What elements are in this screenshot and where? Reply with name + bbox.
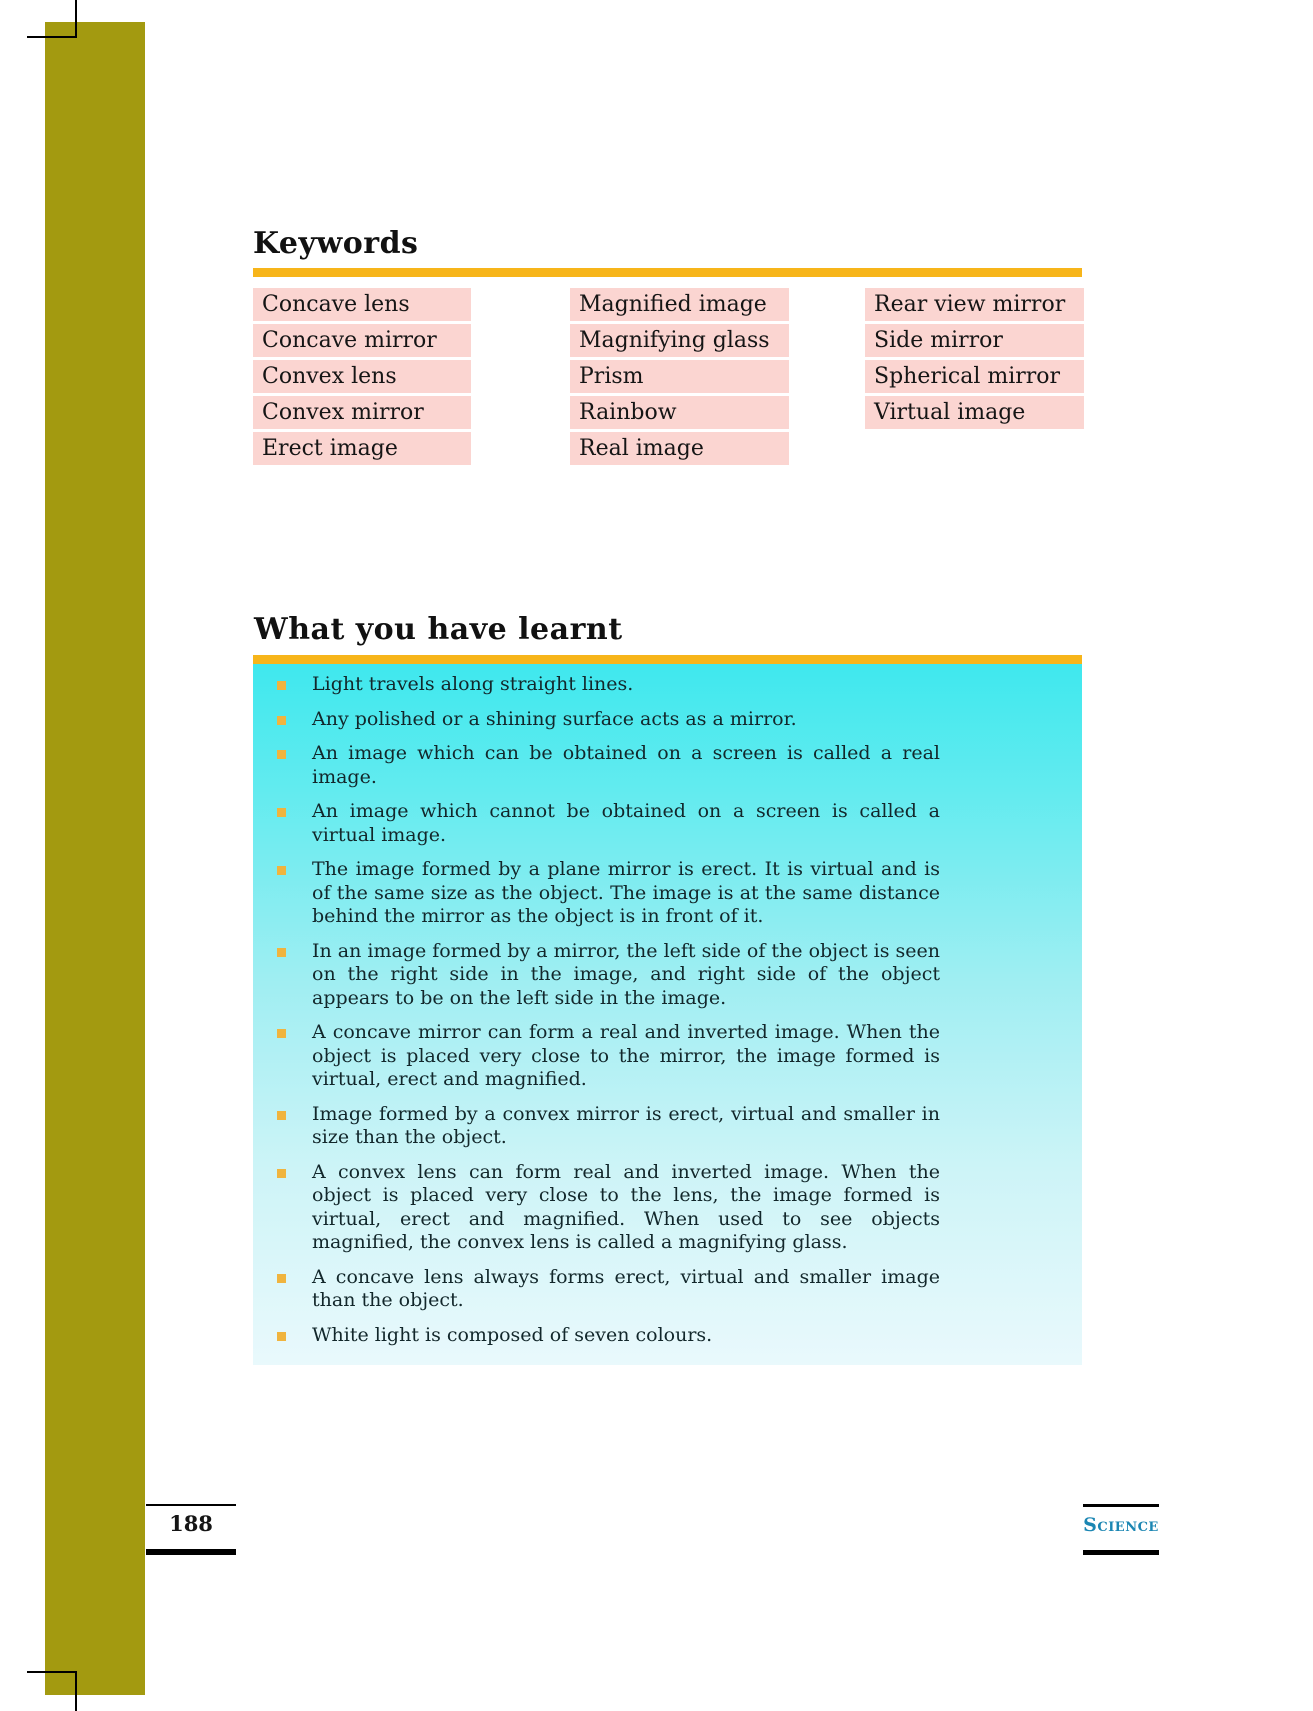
bullet-square-icon bbox=[277, 866, 286, 875]
crop-mark-bottom-left-vertical bbox=[75, 1671, 77, 1711]
left-margin-bar bbox=[45, 22, 145, 1695]
bullet-square-icon bbox=[277, 681, 286, 690]
summary-point bbox=[277, 708, 940, 732]
keyword-item: Convex lens bbox=[253, 360, 471, 393]
keywords-section-title: Keywords bbox=[253, 226, 419, 261]
crop-mark-top-left-vertical bbox=[75, 0, 77, 38]
keyword-item: Magnifying glass bbox=[570, 324, 789, 357]
bullet-square-icon bbox=[277, 1332, 286, 1341]
keywords-column-2 bbox=[570, 288, 789, 468]
keyword-item: Concave mirror bbox=[253, 324, 471, 357]
bullet-square-icon bbox=[277, 1169, 286, 1178]
keyword-item: Side mirror bbox=[865, 324, 1084, 357]
summary-point bbox=[277, 1324, 940, 1348]
summary-point bbox=[277, 1103, 940, 1150]
summary-point-text: In an image formed by a mirror, the left side of the object is seen on the right side in the image, and right side of the object appears to be on the left side in the image. bbox=[312, 939, 940, 1009]
summary-point-text: An image which cannot be obtained on a screen is called a virtual image. bbox=[312, 800, 940, 846]
keyword-item: Concave lens bbox=[253, 288, 471, 321]
summary-point-text: An image which can be obtained on a screen is called a real image. bbox=[312, 742, 940, 788]
summary-point-text: A concave lens always forms erect, virtual and smaller image than the object. bbox=[312, 1265, 940, 1311]
footer-right-top-rule bbox=[1083, 1504, 1159, 1507]
keyword-item: Erect image bbox=[253, 432, 471, 465]
keywords-column-3 bbox=[865, 288, 1084, 432]
summary-point bbox=[277, 858, 940, 929]
bullet-square-icon bbox=[277, 1274, 286, 1283]
keyword-item: Prism bbox=[570, 360, 789, 393]
book-title: Science bbox=[1083, 1514, 1159, 1536]
summary-section-title: What you have learnt bbox=[254, 612, 623, 647]
summary-point bbox=[277, 1161, 940, 1255]
bullet-square-icon bbox=[277, 948, 286, 957]
page-number: 188 bbox=[169, 1511, 213, 1536]
summary-point-text: White light is composed of seven colours. bbox=[312, 1323, 713, 1346]
footer-left-bottom-rule bbox=[146, 1549, 236, 1555]
keyword-item: Convex mirror bbox=[253, 396, 471, 429]
keyword-item: Real image bbox=[570, 432, 789, 465]
keyword-item: Virtual image bbox=[865, 396, 1084, 429]
bullet-square-icon bbox=[277, 750, 286, 759]
keyword-item: Rainbow bbox=[570, 396, 789, 429]
summary-point bbox=[277, 940, 940, 1011]
keyword-item: Magnified image bbox=[570, 288, 789, 321]
summary-point bbox=[277, 1266, 940, 1313]
summary-point-text: Any polished or a shining surface acts as a mirror. bbox=[312, 707, 797, 730]
summary-point-text: A concave mirror can form a real and inverted image. When the object is placed very close to the mirror, the image formed is virtual, erect and magnified. bbox=[312, 1021, 940, 1090]
summary-point-text: Light travels along straight lines. bbox=[312, 673, 634, 695]
crop-mark-top-left-horizontal bbox=[27, 36, 77, 38]
keyword-item: Spherical mirror bbox=[865, 360, 1084, 393]
bullet-square-icon bbox=[277, 808, 286, 817]
summary-point bbox=[277, 742, 940, 789]
footer-left-top-rule bbox=[146, 1504, 236, 1506]
bullet-square-icon bbox=[277, 1029, 286, 1038]
bullet-square-icon bbox=[277, 1111, 286, 1120]
summary-box bbox=[253, 664, 1082, 1365]
keyword-item: Rear view mirror bbox=[865, 288, 1084, 321]
keywords-heading-rule bbox=[253, 268, 1082, 277]
summary-heading-rule bbox=[253, 655, 1082, 664]
summary-point-text: The image formed by a plane mirror is erect. It is virtual and is of the same size as the object. The image is at the same distance behind the mirror as the object is in front of it. bbox=[312, 858, 940, 927]
crop-mark-bottom-left-horizontal bbox=[27, 1671, 77, 1673]
bullet-square-icon bbox=[277, 716, 286, 725]
summary-point bbox=[277, 800, 940, 847]
summary-point bbox=[277, 673, 940, 697]
summary-point-text: Image formed by a convex mirror is erect, virtual and smaller in size than the object. bbox=[312, 1102, 940, 1148]
summary-point bbox=[277, 1021, 940, 1092]
keywords-column-1 bbox=[253, 288, 471, 468]
summary-point-text: A convex lens can form real and inverted image. When the object is placed very close to the lens, the image formed is virtual, erect and magnified. When used to see objects magnified, the convex lens is called a magnifying glass. bbox=[312, 1160, 940, 1253]
footer-right-bottom-rule bbox=[1083, 1550, 1159, 1555]
